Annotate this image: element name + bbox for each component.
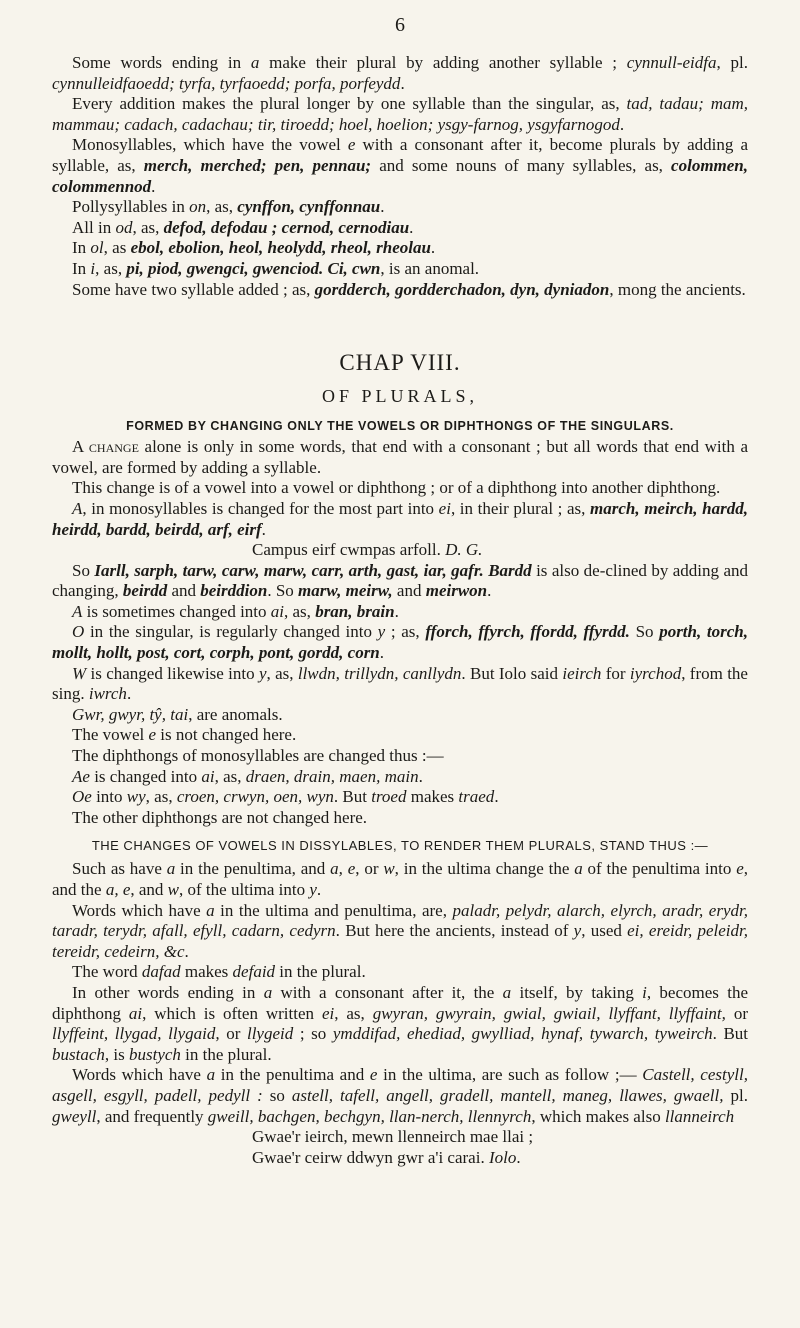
paragraph: Some words ending in a make their plural by adding another syllable ; cynnull-eidfa, pl. cynnulleidfaoedd; tyrfa, tyrfaoedd; porfa, porfeydd. <box>52 53 748 93</box>
paragraph: The vowel e is not changed here. <box>72 725 297 745</box>
paragraph: The other diphthongs are not changed here. <box>72 807 368 827</box>
paragraph: Pollysyllables in on, as, cynffon, cynffonnau. <box>72 197 385 217</box>
chapter-subtitle: OF PLURALS, <box>321 386 479 407</box>
paragraph: Some have two syllable added ; as, gordderch, gordderchadon, dyn, dyniadon, mong the ancients. <box>72 279 746 299</box>
paragraph: Every addition makes the plural longer by one syllable than the singular, as, tad, tadau; mam, mammau; cadach, cadachau; tir, tiroedd; hoel, hoelion; ysgy-farnog, ysgyfarnogod. <box>52 94 748 134</box>
paragraph: Ae is changed into ai, as, draen, drain, maen, main. <box>72 766 423 786</box>
chapter-title: CHAP VIII. <box>339 350 461 376</box>
section-subheading: THE CHANGES OF VOWELS IN DISSYLABLES, TO RENDER THEM PLURALS, STAND THUS :— <box>91 838 709 854</box>
paragraph: Such as have a in the penultima, and a, e, or w, in the ultima change the a of the penultima into e, and the a, e, and w, of the ultima into y. <box>52 859 748 899</box>
paragraph: Monosyllables, which have the vowel e with a consonant after it, become plurals by adding a syllable, as, merch, merched; pen, pennau; and some nouns of many syllables, as, colommen, colommennod. <box>52 135 749 196</box>
paragraph: All in od, as, defod, defodau ; cernod, cernodiau. <box>72 217 414 237</box>
paragraph: O in the singular, is regularly changed into y ; as, fforch, ffyrch, ffordd, ffyrdd. So porth, torch, mollt, hollt, post, cort, corph, pont, gordd, corn. <box>52 622 748 663</box>
paragraph: A change alone is only in some words, that end with a consonant ; but all words that end with a vowel, are formed by adding a syllable. <box>52 437 748 477</box>
paragraph: The diphthongs of monosyllables are changed thus :— <box>72 746 444 766</box>
paragraph: W is changed likewise into y, as, llwdn, trillydn, canllydn. But Iolo said ieirch for iyrchod, from the sing. iwrch. <box>52 663 748 704</box>
paragraph: In ol, as ebol, ebolion, heol, heolydd, rheol, rheolau. <box>72 238 436 258</box>
quote-line: Campus eirf cwmpas arfoll. D. G. <box>252 540 483 560</box>
paragraph: Gwr, gwyr, tŷ, tai, are anomals. <box>72 704 283 724</box>
paragraph: Words which have a in the penultima and e in the ultima, are such as follow ;— Castell, cestyll, asgell, esgyll, padell, pedyll : so astell, tafell, angell, gradell, mantell, maneg, llawes, gwaell, pl. gweyll, and frequently gweill, bachgen, bechgyn, llan-nerch, llennyrch, which makes also llanneirch <box>52 1065 748 1126</box>
page-number: 6 <box>395 14 405 36</box>
paragraph: Words which have a in the ultima and penultima, are, paladr, pelydr, alarch, elyrch, aradr, erydr, taradr, terydr, afall, efyll, cadarn, cedyrn. But here the ancients, instead of y, used ei, ereidr, peleidr, tereidr, cedeirn, &c. <box>52 900 748 961</box>
intro-section <box>52 53 748 300</box>
paragraph: The word dafad makes defaid in the plural. <box>72 962 366 982</box>
quote-line: Gwae'r ceirw ddwyn gwr a'i carai. Iolo. <box>252 1147 521 1167</box>
paragraph: This change is of a vowel into a vowel or diphthong ; or of a diphthong into another diphthong. <box>72 478 721 498</box>
paragraph: In i, as, pi, piod, gwengci, gwenciod. Ci, cwn, is an anomal. <box>72 258 480 278</box>
paragraph: So Iarll, sarph, tarw, carw, marw, carr, arth, gast, iar, gafr. Bardd is also de-clined by adding and changing, beirdd and beirddion. So marw, meirw, and meirwon. <box>52 560 748 601</box>
paragraph: In other words ending in a with a consonant after it, the a itself, by taking i, becomes the diphthong ai, which is often written ei, as, gwyran, gwyrain, gwial, gwiail, llyffant, llyffaint, or llyffeint, llygad, llygaid, or llygeid ; so ymddifad, ehediad, gwylliad, hynaf, tywarch, tyweirch. But bustach, is bustych in the plural. <box>52 982 749 1064</box>
quote-line: Gwae'r ieirch, mewn llenneirch mae llai ; <box>252 1127 534 1147</box>
chapter-body <box>52 437 748 828</box>
dissyllables-section <box>52 859 748 1168</box>
paragraph: A, in monosyllables is changed for the most part into ei, in their plural ; as, march, meirch, hardd, heirdd, bardd, beirdd, arf, eirf. <box>52 498 748 539</box>
chapter-description: FORMED BY CHANGING ONLY THE VOWELS OR DIPHTHONGS OF THE SINGULARS. <box>126 419 674 434</box>
paragraph: Oe into wy, as, croen, crwyn, oen, wyn. But troed makes traed. <box>72 787 499 807</box>
paragraph: A is sometimes changed into ai, as, bran, brain. <box>72 601 399 621</box>
